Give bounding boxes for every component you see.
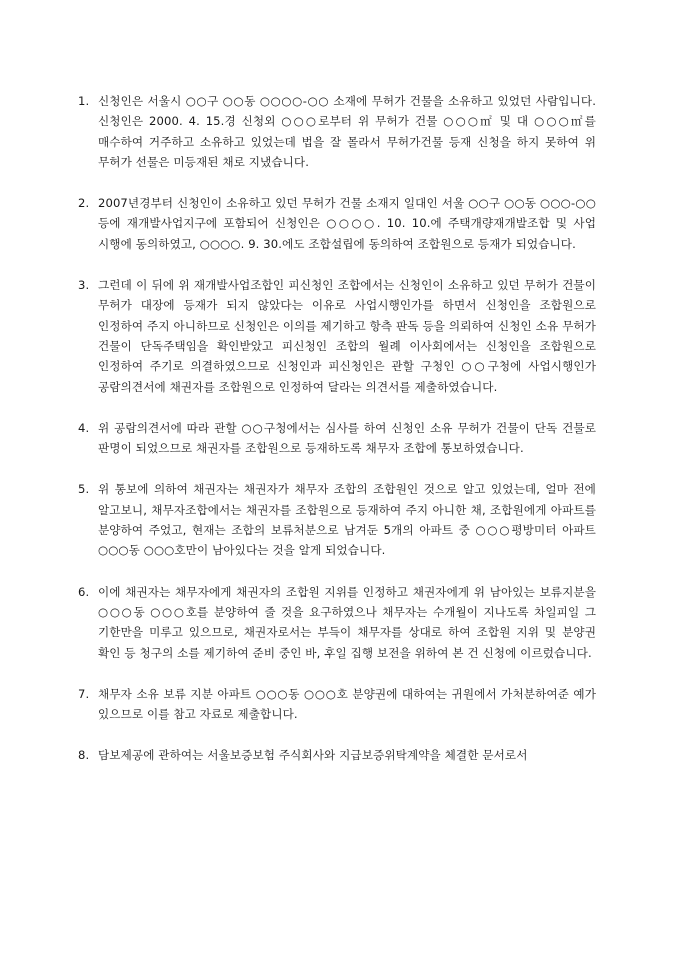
item-number: 8.: [78, 748, 90, 763]
list-item: [78, 582, 596, 663]
item-number: 5.: [78, 482, 90, 497]
list-item: [78, 275, 596, 397]
numbered-statement-list: [78, 91, 596, 787]
item-number: 4.: [78, 420, 90, 435]
item-text: 2007년경부터 신청인이 소유하고 있던 무허가 건물 소재지 일대인 서울 ○○구 ○○동 ○○○-○○ 등에 재개발사업지구에 포함되어 신청인은 ○○○○. 10. 10.에 주택개량재개발조합 및 사업 시행에 동의하였고, ○○○○. 9. 30.에도 조합설립에 동의하여 조합원으로 등재가 되었습니다.: [98, 196, 596, 251]
list-item: [78, 418, 596, 459]
item-text: 위 공람의견서에 따라 관할 ○○구청에서는 심사를 하여 신청인 소유 무허가 건물이 단독 건물로 판명이 되었으므로 채권자를 조합원으로 등재하도록 채무자 조합에 통보하였습니다.: [98, 420, 596, 456]
item-number: 1.: [78, 94, 90, 108]
item-number: 7.: [78, 686, 90, 701]
item-text: 그런데 이 뒤에 위 재개발사업조합인 피신청인 조합에서는 신청인이 소유하고 있던 무허가 건물이 무허가 대장에 등재가 되지 않았다는 이유로 사업시행인가를 하면서 신청인을 조합원으로 인정하여 주지 아니하므로 신청인은 이의를 제기하고 항측 판독 등을 의뢰하여 신청인 소유 무허가 건물이 단독주택임을 확인받았고 피신청인 조합의 월례 이사회에서는 신청인을 조합원으로 인정하여 주기로 의결하였으므로 신청인과 피신청인은 관할 구청인 ○○구청에 사업시행인가 공람의견서에 채권자를 조합원으로 인정하여 달라는 의견서를 제출하였습니다.: [98, 278, 596, 394]
item-text: 채무자 소유 보류 지분 아파트 ○○○동 ○○○호 분양권에 대하여는 귀원에서 가처분하여준 예가 있으므로 이를 참고 자료로 제출합니다.: [98, 686, 596, 722]
item-number: 2.: [78, 196, 90, 211]
list-item: [78, 745, 596, 765]
list-item: [78, 479, 596, 560]
item-text: 담보제공에 관하여는 서울보증보험 주식회사와 지급보증위탁계약을 체결한 문서로서: [98, 748, 528, 763]
item-number: 6.: [78, 584, 90, 599]
item-number: 3.: [78, 278, 90, 293]
item-text: 위 통보에 의하여 채권자는 채권자가 채무자 조합의 조합원인 것으로 알고 있었는데, 얼마 전에 알고보니, 채무자조합에서는 채권자를 조합원으로 등재하여 주지 아니한 채, 조합원에게 아파트를 분양하여 주었고, 현재는 조합의 보류처분으로 남겨둔 5개의 아파트 중 ○○○평방미터 아파트 ○○○동 ○○○호만이 남아있다는 것을 알게 되었습니다.: [98, 482, 596, 558]
list-item: [78, 193, 596, 254]
list-item: [78, 684, 596, 725]
item-text: 신청인은 서울시 ○○구 ○○동 ○○○○-○○ 소재에 무허가 건물을 소유하고 있었던 사람입니다. 신청인은 2000. 4. 15.경 신청외 ○○○로부터 위 무허가 건물 ○○○㎡ 및 대 ○○○㎡를 매수하여 거주하고 소유하고 있었는데 법을 잘 몰라서 무허가건물 등재 신청을 하지 못하여 위 무허가 선물은 미등재된 채로 지냈습니다.: [98, 94, 596, 169]
item-text: 이에 채권자는 채무자에게 채권자의 조합원 지위를 인정하고 채권자에게 위 남아있는 보류지분을 ○○○동 ○○○호를 분양하여 줄 것을 요구하였으나 채무자는 수개월이 지나도록 차일피일 그 기한만을 미루고 있으므로, 채권자로서는 부득이 채무자를 상대로 하여 조합원 지위 및 분양권 확인 등 청구의 소를 제기하여 준비 중인 바, 후일 집행 보전을 위하여 본 건 신청에 이르렀습니다.: [98, 584, 596, 660]
list-item: [78, 91, 596, 172]
